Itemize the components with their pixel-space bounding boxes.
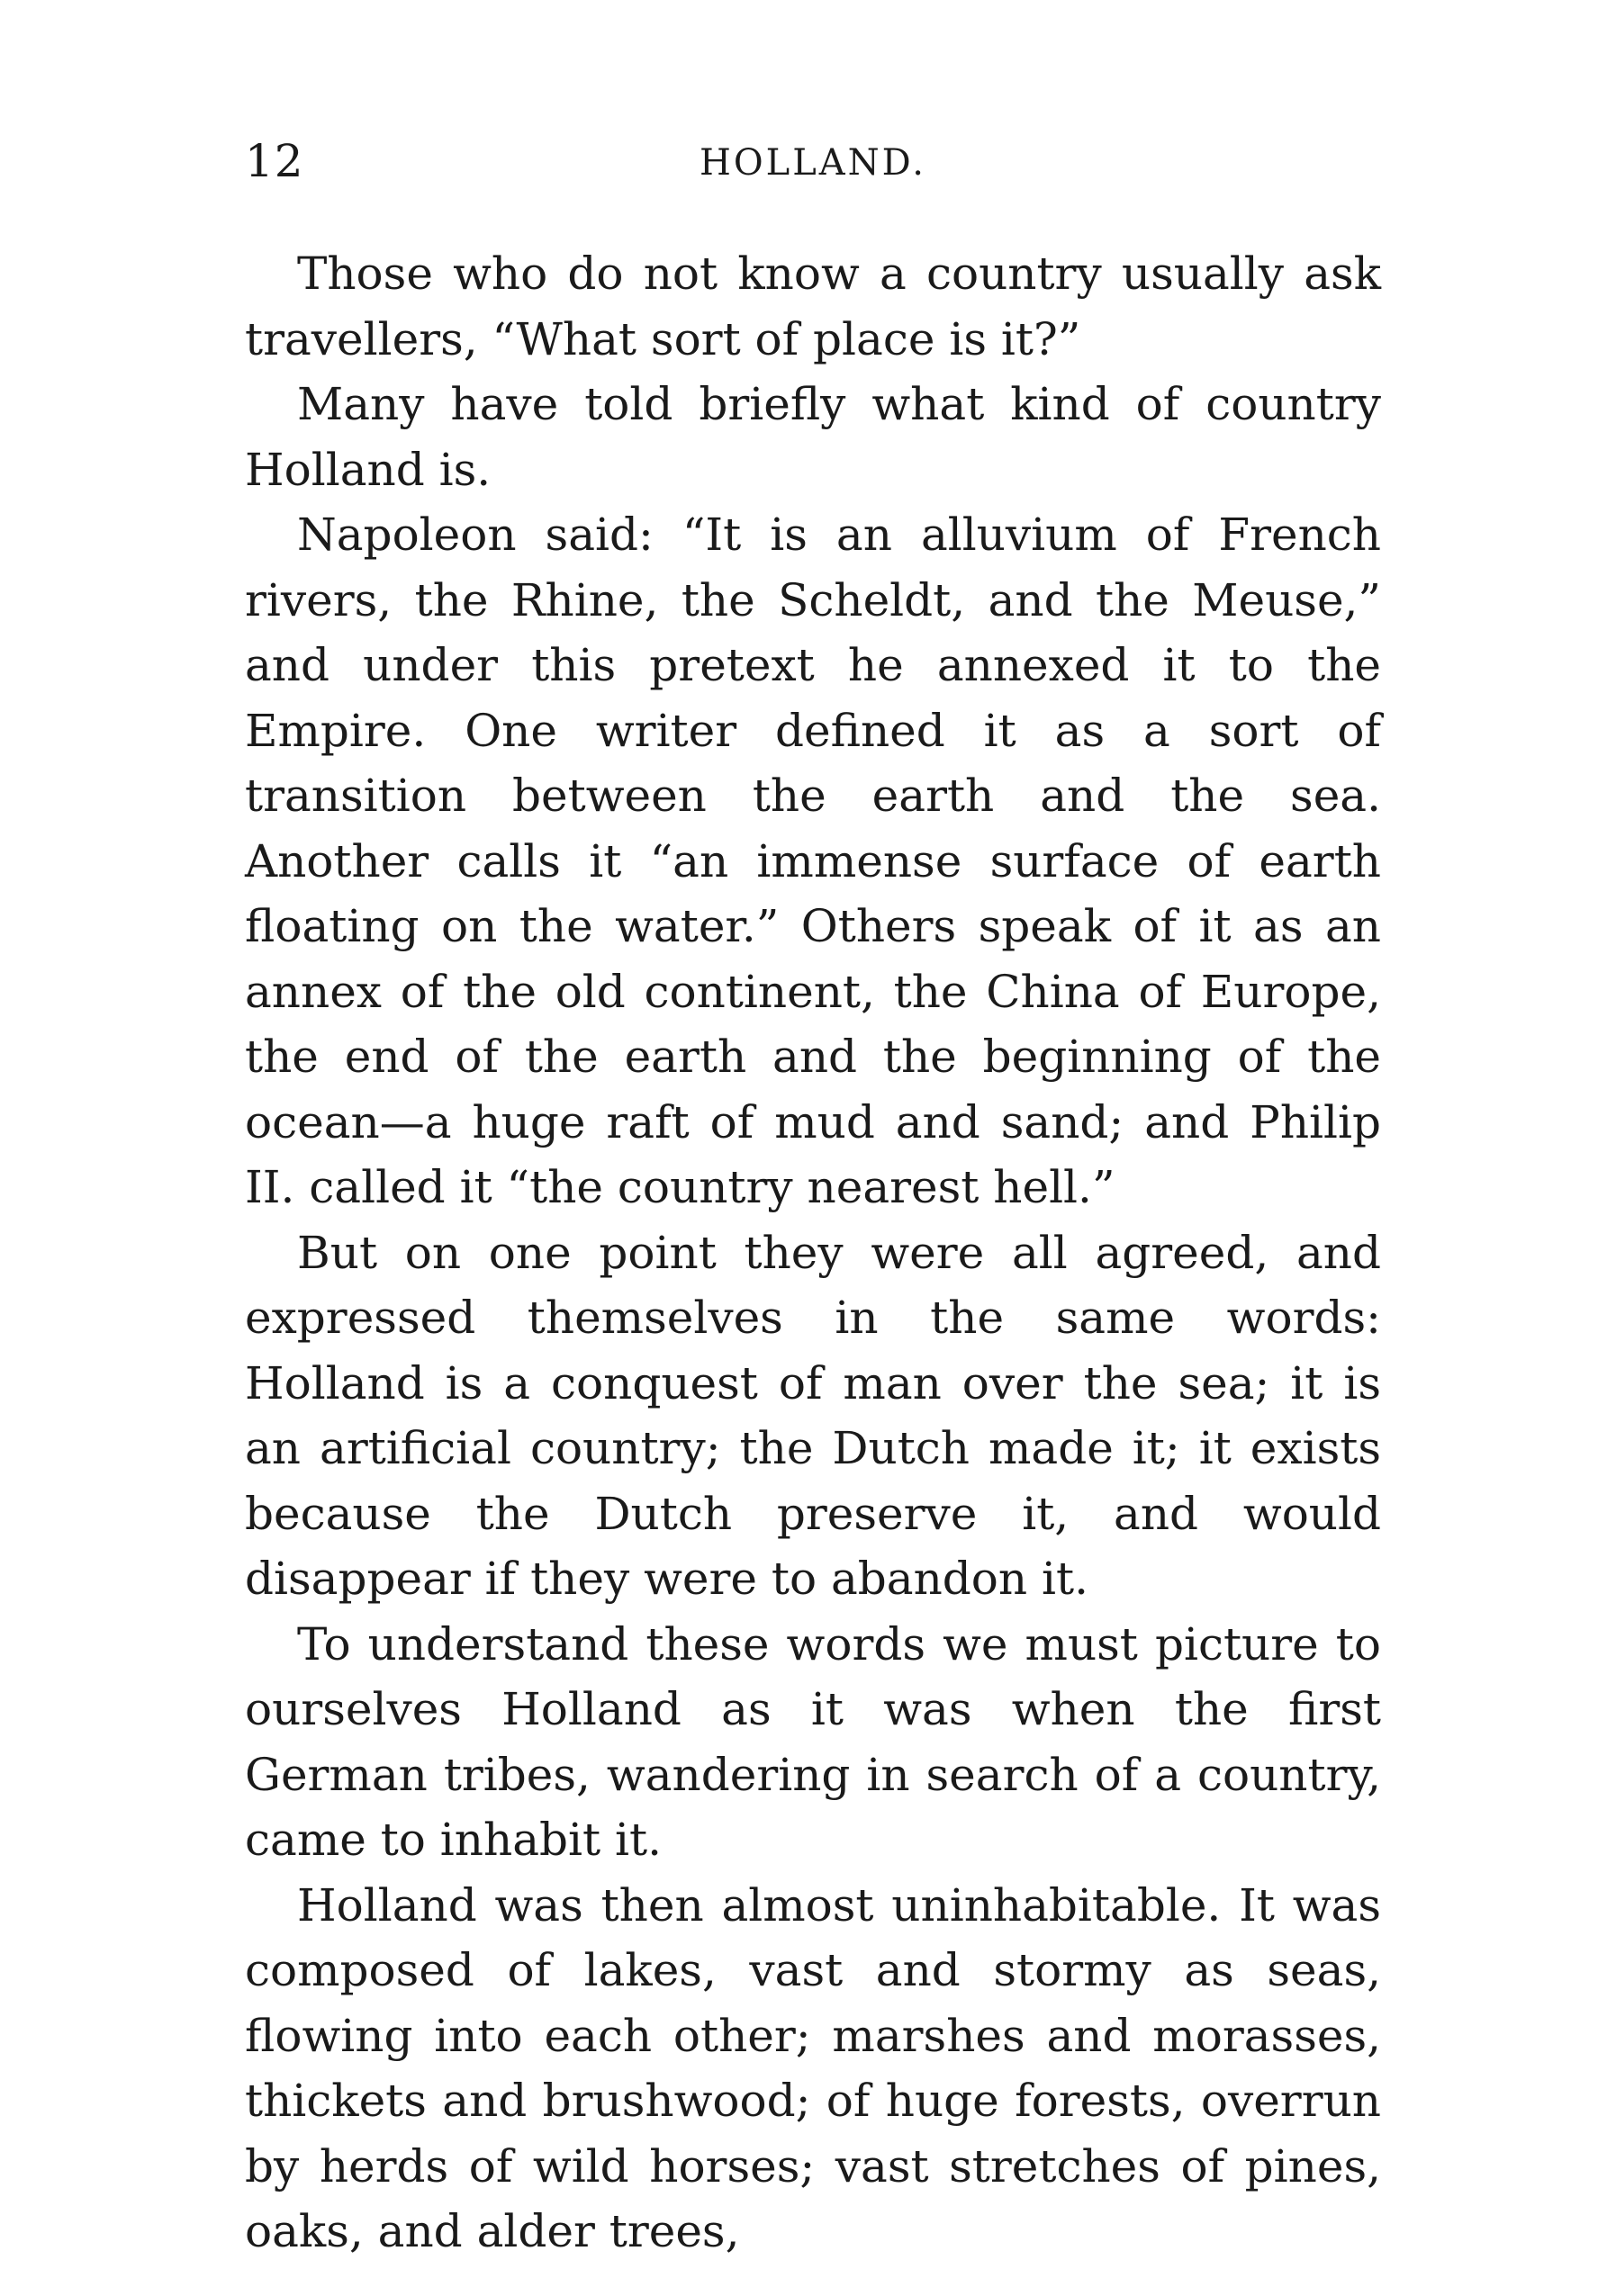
paragraph: To understand these words we must picture to ourselves Holland as it was when the first German tribes, wandering in search of a country, came to inhabit it.: [245, 1617, 1381, 1866]
paragraph: Holland was then almost uninhabitable. It was composed of lakes, vast and stormy as seas, flowing into each other; marshes and morasses, thickets and brushwood; of huge forests, overrun by herds of wild horses; vast stretches of pines, oaks, and alder trees,: [245, 1878, 1381, 2257]
body-text: [245, 241, 1381, 2264]
paragraph: Those who do not know a country usually ask travellers, “What sort of place is it?”: [245, 248, 1381, 365]
paragraph: Many have told briefly what kind of country Holland is.: [245, 378, 1381, 496]
running-head: [245, 135, 1381, 198]
paragraph: But on one point they were all agreed, and expressed themselves in the same words: Holland is a conquest of man over the sea; it is an artificial country; the Dutch made it; it exists because the Dutch preserve it, and would disappear if they were to abandon it.: [245, 1226, 1381, 1605]
running-title: HOLLAND.: [699, 142, 927, 184]
paragraph: Napoleon said: “It is an alluvium of French rivers, the Rhine, the Scheldt, and the Meuse,” and under this pretext he annexed it to the Empire. One writer defined it as a sort of transition between the earth and the sea. Another calls it “an immense surface of earth floating on the water.” Others speak of it as an annex of the old continent, the China of Europe, the end of the earth and the beginning of the ocean—a huge raft of mud and sand; and Philip II. called it “the country nearest hell.”: [245, 509, 1381, 1213]
page-number: 12: [245, 135, 304, 187]
